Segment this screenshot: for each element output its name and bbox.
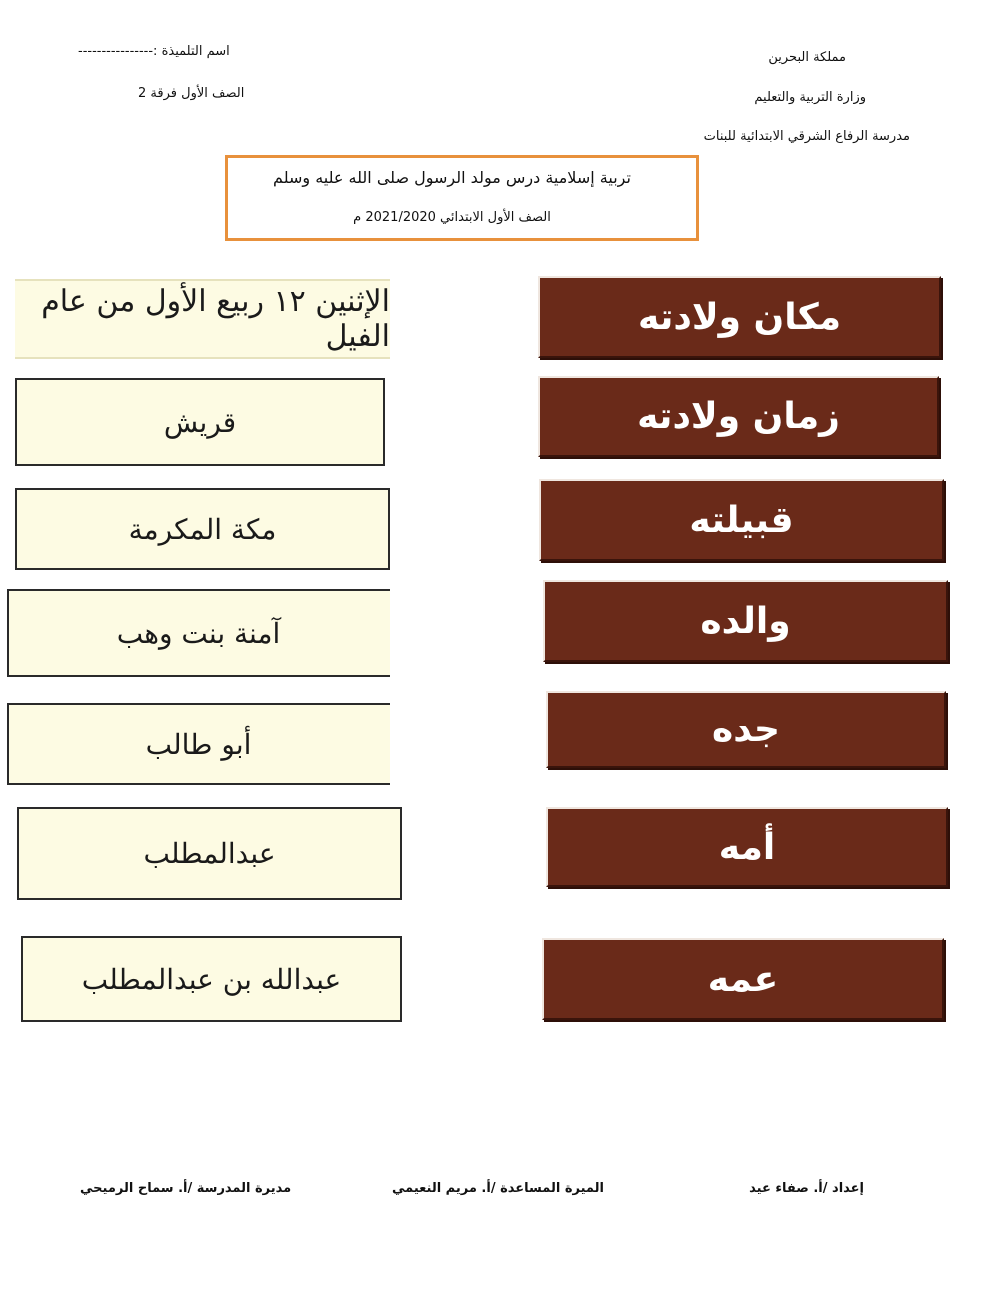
prompt-text: عمه	[707, 958, 779, 1000]
answer-text: مكة المكرمة	[128, 512, 277, 546]
prompt-text: جده	[712, 709, 780, 750]
prepared-by: إعداد /أ. صفاء عيد	[749, 1181, 864, 1196]
answer-text: أبو طالب	[145, 727, 252, 761]
prompt-card[interactable]	[538, 376, 939, 457]
answer-card[interactable]	[21, 936, 402, 1022]
title-box	[225, 155, 699, 241]
prompt-card[interactable]	[546, 807, 948, 887]
prompt-card[interactable]	[546, 691, 946, 768]
answer-text: آمنة بنت وهب	[116, 616, 281, 650]
answer-text: الإثنين ١٢ ربيع الأول من عام الفيل	[41, 284, 390, 354]
principal: مديرة المدرسة /أ. سماح الرميحي	[80, 1181, 292, 1196]
prompt-text: قبيلته	[689, 499, 794, 541]
prompt-card[interactable]	[538, 276, 941, 358]
answer-card[interactable]	[7, 703, 390, 785]
prompt-text: أمه	[718, 826, 776, 868]
grade-year: الصف الأول الابتدائي 2021/2020 م	[353, 210, 551, 225]
answer-card[interactable]	[15, 488, 390, 570]
answer-card[interactable]	[15, 279, 390, 359]
class-label: الصف الأول فرقة 2	[138, 86, 245, 101]
answer-card[interactable]	[17, 807, 402, 900]
prompt-card[interactable]	[542, 938, 944, 1020]
answer-text: قريش	[163, 405, 237, 439]
prompt-text: مكان ولادته	[638, 296, 842, 338]
answer-text: عبدالله بن عبدالمطلب	[81, 962, 342, 996]
answer-text: عبدالمطلب	[143, 837, 276, 870]
ministry-label: وزارة التربية والتعليم	[754, 90, 866, 105]
prompt-card[interactable]	[539, 479, 944, 561]
school-label: مدرسة الرفاع الشرقي الابتدائية للبنات	[703, 129, 910, 144]
prompt-text: زمان ولادته	[637, 396, 840, 437]
assistant-principal: الميرة المساعدة /أ. مريم النعيمي	[392, 1181, 604, 1196]
answer-card[interactable]	[7, 589, 390, 677]
prompt-text: والده	[700, 600, 791, 642]
answer-card[interactable]	[15, 378, 385, 466]
prompt-card[interactable]	[543, 580, 948, 662]
student-name-label: اسم التلميذة :----------------	[78, 44, 230, 59]
lesson-title: تربية إسلامية درس مولد الرسول صلى الله عليه وسلم	[273, 168, 631, 187]
kingdom-label: مملكة البحرين	[768, 50, 846, 65]
